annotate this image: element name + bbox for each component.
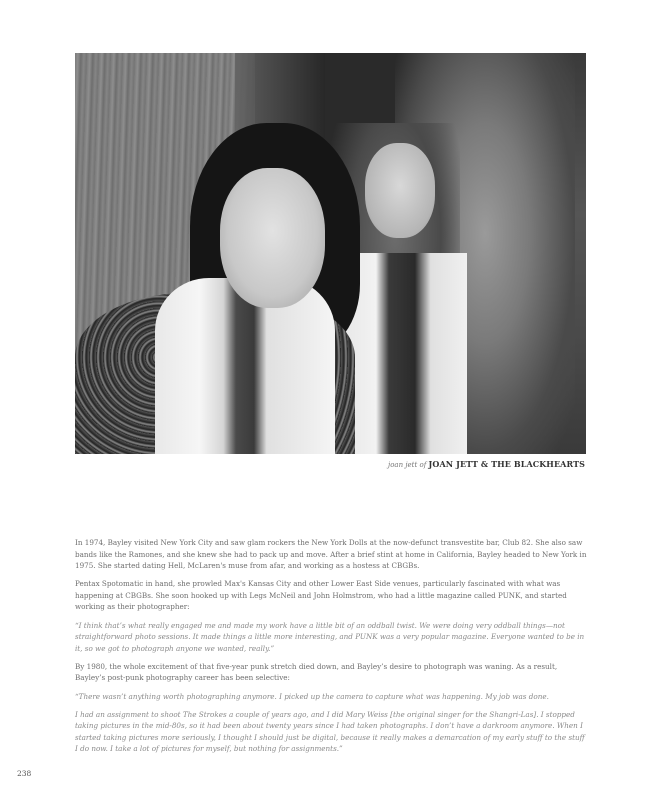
photo-person-middle-face [365, 143, 435, 238]
caption-band: JOAN JETT & THE BLACKHEARTS [428, 459, 585, 469]
photo-towel-front [155, 278, 335, 454]
page-number: 238 [17, 769, 32, 778]
photo-caption [388, 459, 585, 469]
quote-paragraph: “There wasn’t anything worth photographing anymore. I picked up the camera to capture what was happening. My job was done. [75, 691, 549, 701]
quote-paragraph: “I think that’s what really engaged me and made my work have a little bit of an oddball twist. We were doing very oddball things—not straightforward photo sessions. It made things a little more interesting, and PUNK was a very popular magazine. Everyone wanted to be in it, so we got to photograph anyone we wanted, really.” [75, 620, 585, 653]
quote-paragraph: I had an assignment to shoot The Strokes a couple of years ago, and I did Mary Weiss [the original singer for the Shangri-Las]. I stopped taking pictures in the mid-80s, so it had been about twenty years since I had taken photographs. I don’t have a darkroom anymore. When I started taking pictures more seriously, I thought I should just be digital, because it really makes a demarcation of my early stuff to the stuff I do now. I take a lot of pictures for myself, but nothing for assignments.” [75, 709, 585, 754]
photo-person-front-face [220, 168, 325, 308]
photo-joan-jett [75, 53, 586, 454]
caption-prefix: joan jett of [388, 461, 427, 469]
body-text [75, 537, 587, 762]
paragraph: Pentax Spotomatic in hand, she prowled Max's Kansas City and other Lower East Side venues, particularly fascinated with what was happening at CBGBs. She soon hooked up with Legs McNeil and John Holmstrom, who had a little magazine called PUNK, and started working as their photographer: [75, 579, 567, 612]
paragraph: In 1974, Bayley visited New York City and saw glam rockers the New York Dolls at the now-defunct transvestite bar, Club 82. She also saw bands like the Ramones, and she knew she had to pack up and move. After a brief stint at home in California, Bayley headed to New York in 1975. She started dating Hell, McLaren's muse from afar, and working as a hostess at CBGBs. [75, 538, 587, 571]
paragraph: By 1980, the whole excitement of that five-year punk stretch died down, and Bayley’s desire to photograph was waning. As a result, Bayley’s post-punk photography career has been selective: [75, 661, 558, 683]
